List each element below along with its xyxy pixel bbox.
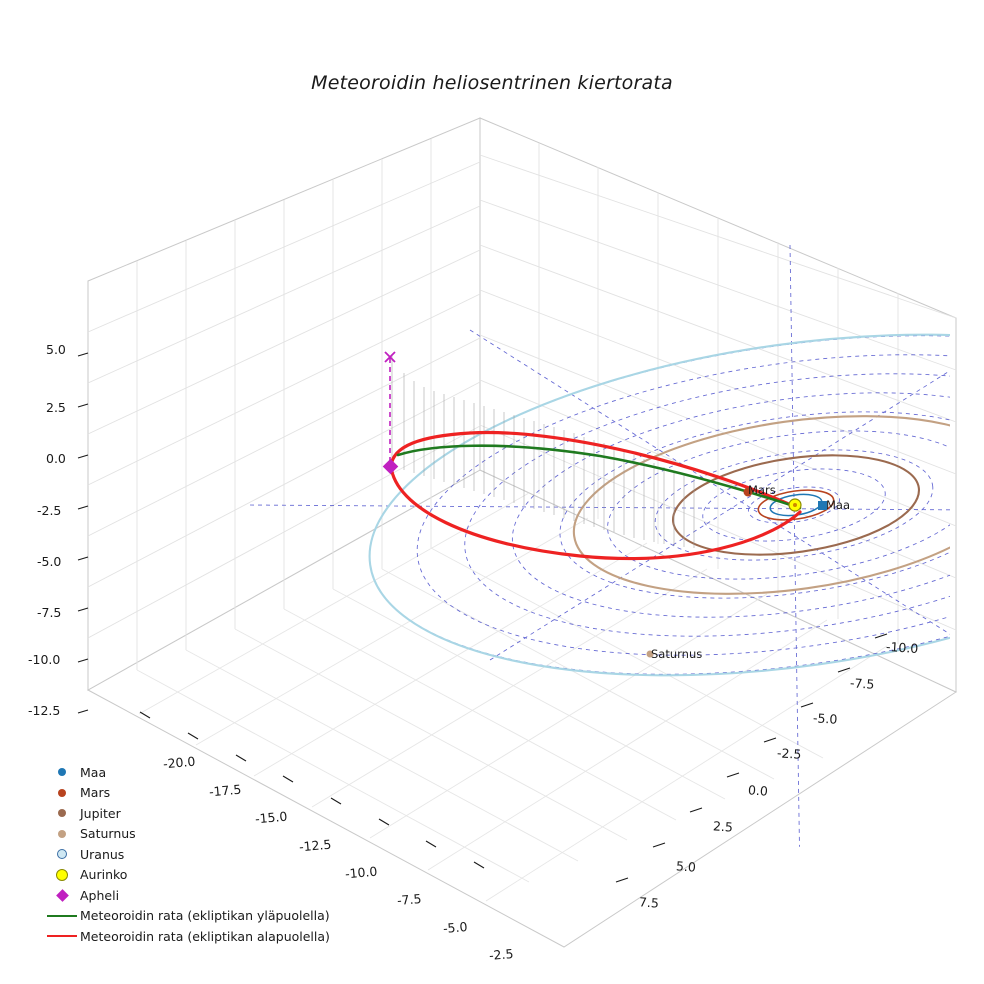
legend (44, 762, 354, 947)
legend-item-mars (44, 783, 354, 804)
z-tick: 0.0 (46, 451, 66, 466)
aurinko-core (793, 503, 797, 507)
legend-marker-ring-icon (44, 849, 80, 859)
x-tick: -17.5 (208, 781, 242, 800)
y-tick: 7.5 (638, 894, 660, 911)
legend-marker-dot-icon (44, 768, 80, 776)
legend-label: Maa (80, 764, 107, 780)
legend-item-apheli (44, 885, 354, 906)
page-title: Meteoroidin heliosentrinen kiertorata (311, 72, 673, 94)
z-tick: 2.5 (46, 400, 66, 415)
y-tick: -7.5 (849, 675, 875, 692)
legend-label: Apheli (80, 887, 120, 903)
z-tick: -5.0 (37, 554, 62, 569)
legend-label: Uranus (80, 846, 125, 862)
z-tick: -12.5 (28, 703, 61, 718)
legend-line-red-icon (44, 935, 80, 937)
x-tick: -15.0 (254, 808, 288, 827)
x-tick: -7.5 (396, 890, 422, 909)
legend-item-saturnus (44, 824, 354, 845)
y-tick: 0.0 (747, 782, 769, 799)
x-tick: -20.0 (162, 753, 196, 772)
legend-marker-dot-icon (44, 809, 80, 817)
y-tick: -5.0 (812, 710, 838, 727)
legend-item-aurinko (44, 865, 354, 886)
legend-item-jupiter (44, 803, 354, 824)
legend-label: Mars (80, 785, 111, 801)
legend-item-uranus (44, 844, 354, 865)
z-tick: -2.5 (37, 503, 62, 518)
y-tick: 5.0 (675, 858, 697, 875)
legend-item-orbit-above (44, 906, 354, 927)
legend-label: Jupiter (80, 805, 121, 821)
legend-marker-sun-icon (44, 869, 80, 881)
x-tick: -12.5 (298, 836, 332, 855)
legend-label: Meteoroidin rata (ekliptikan alapuolella) (80, 928, 330, 944)
legend-item-maa (44, 762, 354, 783)
y-tick: 2.5 (712, 818, 734, 835)
y-tick: -2.5 (776, 745, 802, 762)
z-tick: -7.5 (37, 605, 62, 620)
annotation-maa: Maa (826, 498, 851, 512)
legend-marker-dot-icon (44, 830, 80, 838)
x-tick: -10.0 (344, 863, 378, 882)
legend-marker-diamond-icon (44, 891, 80, 900)
annotation-mars: Mars (748, 483, 776, 497)
legend-marker-dot-icon (44, 789, 80, 797)
x-tick: -2.5 (488, 945, 514, 964)
z-tick: -10.0 (28, 652, 61, 667)
z-tick: 5.0 (46, 342, 66, 357)
legend-line-green-icon (44, 915, 80, 917)
x-tick: -5.0 (442, 918, 468, 937)
legend-label: Saturnus (80, 826, 136, 842)
legend-item-orbit-below (44, 926, 354, 947)
legend-label: Aurinko (80, 867, 128, 883)
annotation-saturnus: Saturnus (651, 647, 703, 661)
legend-label: Meteoroidin rata (ekliptikan yläpuolella) (80, 908, 330, 924)
y-tick: -10.0 (885, 638, 919, 657)
